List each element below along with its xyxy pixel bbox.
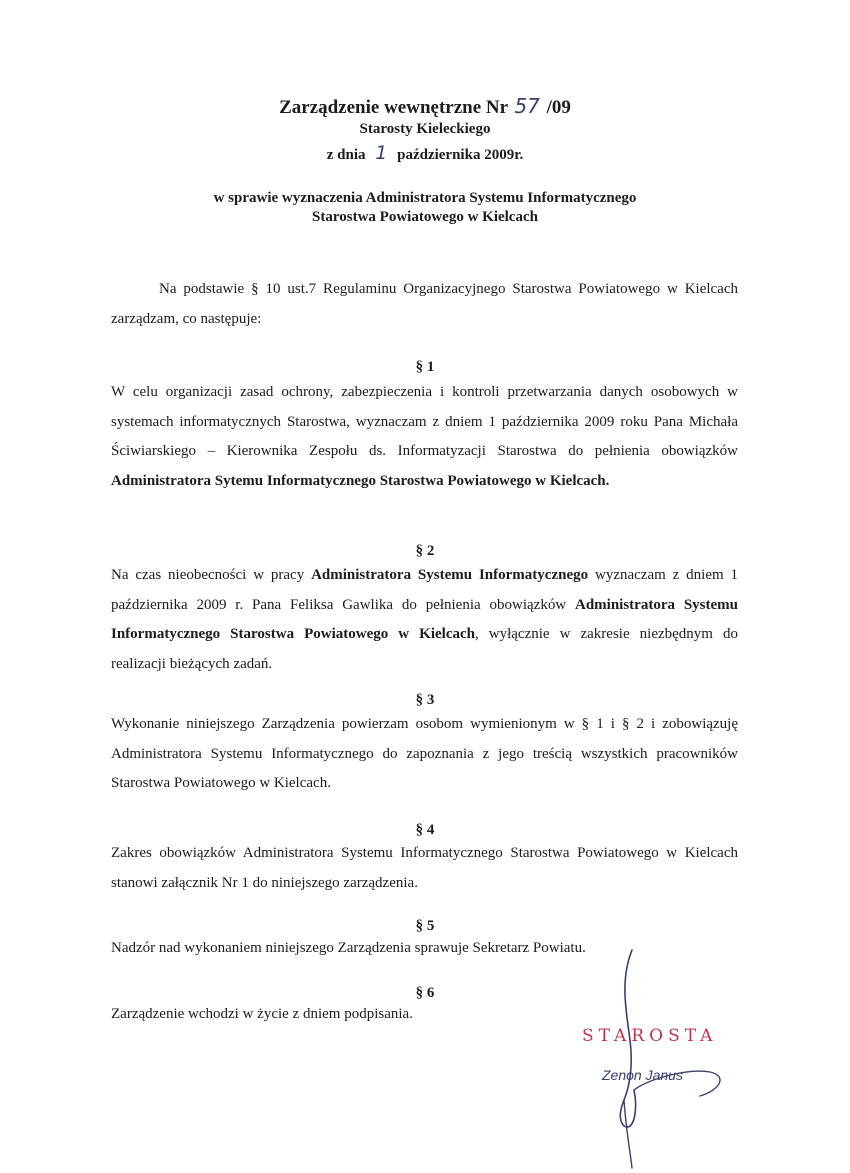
- section-2-bold-a: Administratora Systemu Informatycznego: [311, 567, 589, 583]
- section-6-heading: § 6: [415, 985, 435, 1001]
- section-5-heading: § 5: [415, 918, 435, 934]
- section-3-heading: § 3: [415, 692, 435, 708]
- section-3-text: Wykonanie niniejszego Zarządzenia powierzam osobom wymienionym w § 1 i § 2 i zobowiązuję Administratora Systemu Informatycznego do zapoznania z jego treścią wszystkich pracowników Starostwa Powiatowego w Kielcach.: [111, 716, 738, 792]
- title-prefix: Zarządzenie wewnętrzne Nr: [279, 97, 508, 118]
- section-4-text: Zakres obowiązków Administratora Systemu Informatycznego Starostwa Powiatowego w Kielcach stanowi załącznik Nr 1 do niniejszego zarządzenia.: [111, 845, 738, 891]
- handwritten-signature: [560, 940, 760, 1170]
- section-1-bold: Administratora Sytemu Informatycznego Starostwa Powiatowego w Kielcach.: [111, 472, 610, 489]
- section-1-text: [111, 378, 738, 496]
- document-date: [0, 142, 850, 164]
- intro-paragraph: Na podstawie § 10 ust.7 Regulaminu Organizacyjnego Starostwa Powiatowego w Kielcach zarządzam, co następuje:: [111, 281, 738, 327]
- subject-line-1: w sprawie wyznaczenia Administratora Systemu Informatycznego: [213, 190, 637, 206]
- stamp-title: STAROSTA: [582, 1026, 718, 1046]
- date-prefix: z dnia: [326, 147, 366, 163]
- section-2-body-b: wyznaczam z dniem 1 października 2009 r. Pana Feliksa Gawlika do pełnienia obowiązków: [111, 567, 739, 613]
- document-title: [0, 94, 850, 119]
- handwritten-day: 1: [375, 142, 388, 164]
- section-5-text: Nadzór nad wykonaniem niniejszego Zarządzenia sprawuje Sekretarz Powiatu.: [111, 940, 586, 956]
- section-2-text: [111, 561, 738, 679]
- subject-line-2: Starostwa Powiatowego w Kielcach: [312, 209, 538, 225]
- section-1-body: W celu organizacji zasad ochrony, zabezpieczenia i kontroli przetwarzania danych osobowych w systemach informatycznych Starostwa, wyznaczam z dniem 1 października 2009 roku Pana Michała Ściwiarskiego – Kierownika Zespołu ds. Informatyzacji Starostwa do pełnienia obowiązków: [111, 384, 738, 460]
- section-2-body-c: , wyłącznie w zakresie niezbędnym do realizacji bieżących zadań.: [111, 626, 738, 672]
- handwritten-number: 57: [514, 94, 540, 118]
- section-2-body-a: Na czas nieobecności w pracy: [111, 567, 305, 583]
- section-2-heading: § 2: [415, 543, 435, 559]
- section-1-heading: § 1: [415, 359, 435, 375]
- section-6-text: Zarządzenie wchodzi w życie z dniem podpisania.: [111, 1006, 413, 1022]
- section-2-bold-b: Administratora Systemu Informatycznego Starostwa Powiatowego w Kielcach: [111, 596, 738, 643]
- issuer: Starosty Kieleckiego: [359, 121, 491, 137]
- title-suffix: /09: [546, 97, 571, 118]
- section-4-heading: § 4: [415, 822, 435, 838]
- date-suffix: października 2009r.: [397, 147, 524, 163]
- stamp-name: Zenon Janus: [602, 1067, 683, 1083]
